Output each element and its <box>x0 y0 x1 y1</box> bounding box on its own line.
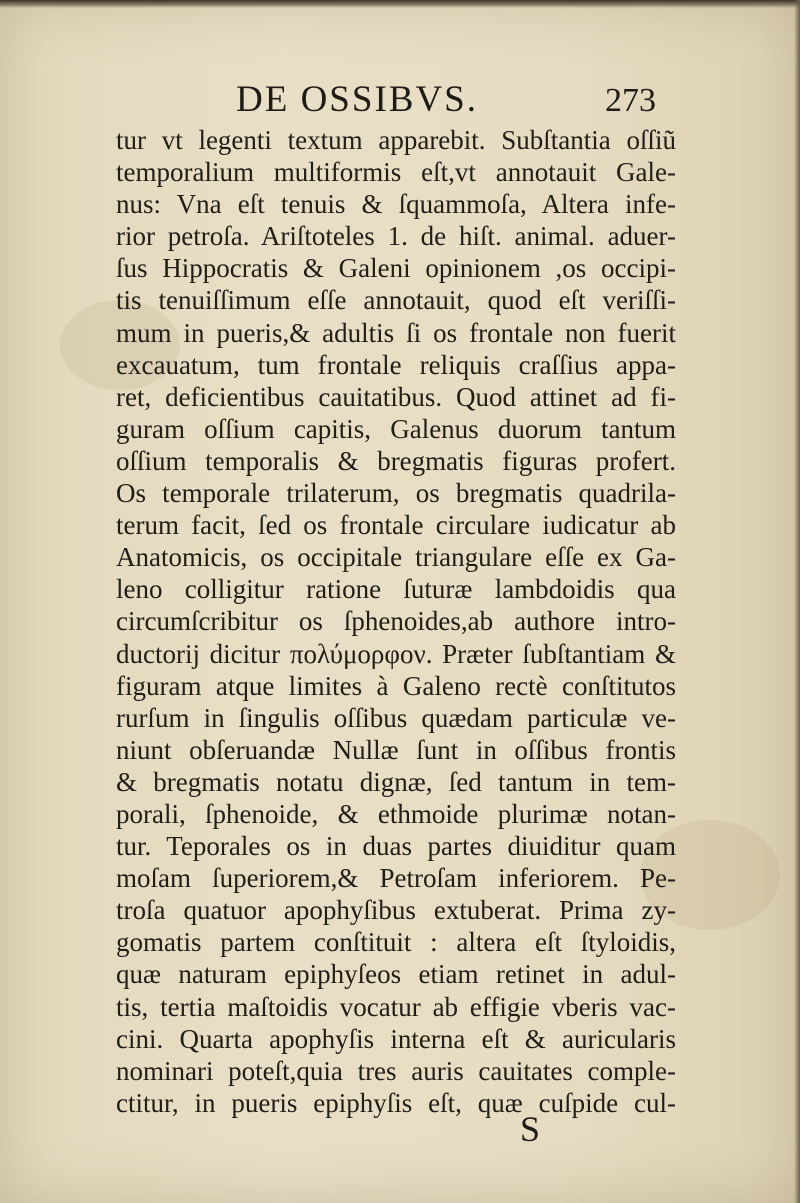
text-line: quæ naturam epiphyſeos etiam retinet in adul- <box>116 959 676 990</box>
text-line: circumſcribitur os ſphenoides,ab authore intro- <box>116 606 676 637</box>
text-line: gomatis partem conſtituit : altera eſt ſtyloidis, <box>116 927 676 958</box>
text-line: ſus Hippocratis & Galeni opinionem ,os occipi- <box>116 253 676 284</box>
text-line: excauatum, tum frontale reliquis craſſius appa- <box>116 349 676 380</box>
text-line: tur. Teporales os in duas partes diuiditur quam <box>116 831 676 862</box>
text-line: nus: Vna eſt tenuis & ſquammoſa, Altera infe- <box>116 189 676 220</box>
text-line: ret, deficientibus cauitatibus. Quod attinet ad fi- <box>116 381 676 412</box>
text-line: tis, tertia maſtoidis vocatur ab effigie vberis vac- <box>116 991 676 1022</box>
text-line: tis tenuiſſimum eſſe annotauit, quod eſt veriſſi- <box>116 285 676 316</box>
text-line: tur vt legenti textum apparebit. Subſtantia oſſiũ <box>116 125 676 155</box>
text-line: troſa quatuor apophyſibus extuberat. Prima zy- <box>116 895 676 926</box>
text-line: rior petroſa. Ariſtoteles 1. de hiſt. animal. aduer- <box>116 221 676 252</box>
signature-mark: S <box>520 1109 541 1149</box>
text-line: ductorij dicitur πολύμορφον. Præter ſubſtantiam & <box>116 638 676 669</box>
text-line: Anatomicis, os occipitale triangulare eſſe ex Ga- <box>116 542 676 573</box>
page-header <box>236 78 656 124</box>
text-line: guram oſſium capitis, Galenus duorum tantum <box>116 413 676 444</box>
body-text <box>116 124 676 1119</box>
text-line: & bregmatis notatu dignæ, ſed tantum in tem- <box>116 766 676 797</box>
text-line: Os temporale trilaterum, os bregmatis quadrila- <box>116 478 676 509</box>
page-top-edge <box>0 0 800 8</box>
text-line: temporalium multiformis eſt,vt annotauit Gale- <box>116 157 676 188</box>
text-line: oſſium temporalis & bregmatis figuras profert. <box>116 445 676 476</box>
text-line: terum facit, ſed os frontale circulare iudicatur ab <box>116 510 676 541</box>
page-right-edge <box>794 0 800 1203</box>
text-line: rurſum in ſingulis oſſibus quædam particulæ ve- <box>116 702 676 733</box>
text-line: mum in pueris,& adultis ſi os frontale non fuerit <box>116 317 676 348</box>
text-line: moſam ſuperiorem,& Petroſam inferiorem. Pe- <box>116 863 676 894</box>
text-line: cini. Quarta apophyſis interna eſt & auricularis <box>116 1023 676 1054</box>
running-title: DE OSSIBVS. <box>236 79 478 120</box>
text-line: porali, ſphenoide, & ethmoide plurimæ notan- <box>116 798 676 829</box>
text-line: leno colligitur ratione ſuturæ lambdoidis qua <box>116 574 676 605</box>
text-line: nominari poteſt,quia tres auris cauitates comple- <box>116 1055 676 1086</box>
text-line: niunt obſeruandæ Nullæ ſunt in oſſibus frontis <box>116 734 676 765</box>
text-line: figuram atque limites à Galeno rectè conſtitutos <box>116 670 676 701</box>
text-line: ctitur, in pueris epiphyſis eſt, quæ cuſpide cul- <box>116 1087 676 1118</box>
page-number: 273 <box>605 82 656 119</box>
